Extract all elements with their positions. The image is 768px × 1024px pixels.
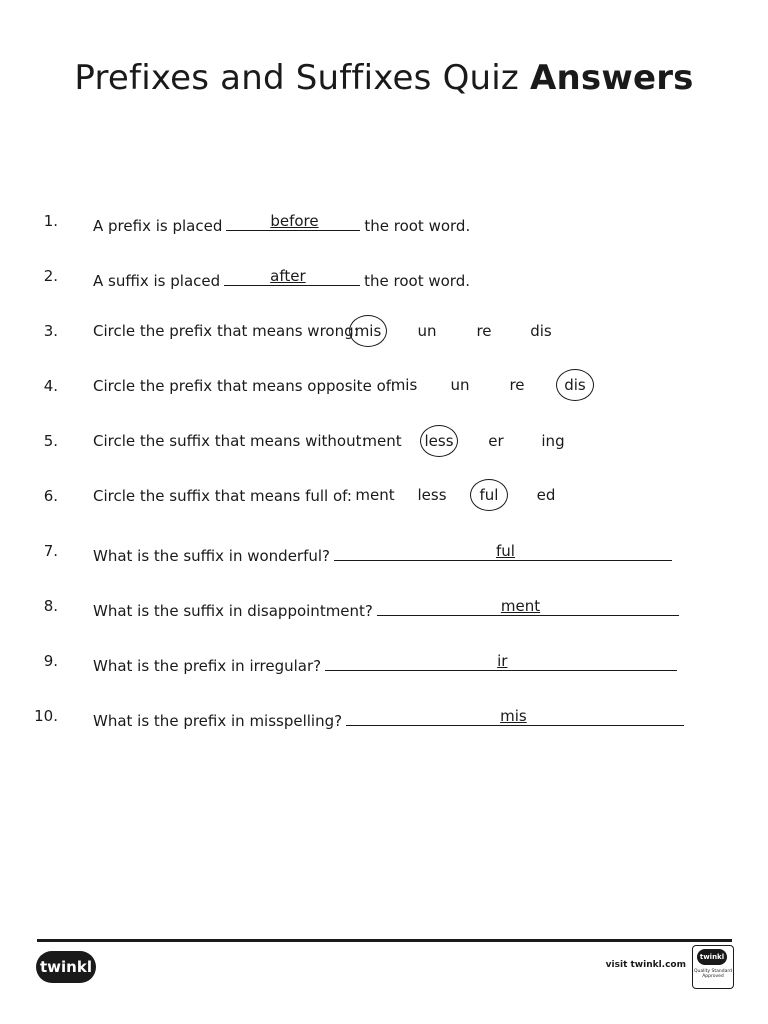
- answer-text: before: [270, 212, 319, 230]
- option: mis: [390, 376, 418, 394]
- question-text: What is the prefix in irregular?: [93, 657, 322, 675]
- visit-link[interactable]: visit twinkl.com: [605, 960, 686, 970]
- answer-text: after: [270, 267, 306, 285]
- option-circled: dis: [556, 369, 594, 401]
- question-text-end: the root word.: [364, 217, 471, 235]
- answer-blank: [377, 597, 679, 616]
- answer-text: ment: [500, 597, 541, 615]
- question-number: 4.: [43, 377, 58, 395]
- answer-blank: [346, 707, 684, 726]
- question-number: 5.: [43, 432, 58, 450]
- option: less: [417, 486, 447, 504]
- option-circled: mis: [349, 315, 387, 347]
- answer-text: ir: [497, 652, 508, 670]
- question-text: A suffix is placed: [93, 272, 221, 290]
- question-number: 10.: [34, 707, 58, 725]
- question-7: [93, 542, 676, 565]
- option: ed: [536, 486, 556, 504]
- question-1: [93, 212, 470, 235]
- option: dis: [530, 322, 552, 340]
- option-circled: less: [420, 425, 458, 457]
- question-10: [93, 707, 688, 730]
- badge-text: Quality Standard Approved: [694, 969, 732, 979]
- question-number: 7.: [43, 542, 58, 560]
- question-number: 6.: [43, 487, 58, 505]
- question-text: What is the suffix in wonderful?: [93, 547, 331, 565]
- question-4: [93, 377, 396, 395]
- question-6: [93, 487, 352, 505]
- question-number: 3.: [43, 322, 58, 340]
- question-text: What is the suffix in disappointment?: [93, 602, 373, 620]
- option: ing: [541, 432, 565, 450]
- question-text: Circle the suffix that means full of:: [93, 487, 352, 505]
- title-emphasis: Answers: [529, 58, 694, 98]
- question-text: Circle the prefix that means opposite of:: [93, 377, 396, 395]
- answer-blank: [224, 267, 360, 286]
- option: er: [488, 432, 504, 450]
- question-number: 1.: [43, 212, 58, 230]
- question-8: [93, 597, 683, 620]
- question-2: [93, 267, 470, 290]
- question-text: A prefix is placed: [93, 217, 223, 235]
- option: re: [509, 376, 525, 394]
- answer-text: ful: [496, 542, 515, 560]
- question-text: Circle the prefix that means wrong:: [93, 322, 359, 340]
- question-3: [93, 322, 359, 340]
- twinkl-logo: twinkl: [36, 951, 96, 983]
- answer-text: mis: [500, 707, 527, 725]
- title-main: Prefixes and Suffixes Quiz: [74, 58, 519, 98]
- answer-blank: [226, 212, 360, 231]
- option-circled: ful: [470, 479, 508, 511]
- option: re: [476, 322, 492, 340]
- question-number: 8.: [43, 597, 58, 615]
- question-number: 9.: [43, 652, 58, 670]
- question-text: What is the prefix in misspelling?: [93, 712, 343, 730]
- quality-badge: [692, 945, 734, 989]
- question-number: 2.: [43, 267, 58, 285]
- page-title: [0, 58, 768, 98]
- question-9: [93, 652, 681, 675]
- footer-divider: [37, 939, 732, 942]
- question-text-end: the root word.: [364, 272, 471, 290]
- question-5: [93, 432, 367, 450]
- option: un: [417, 322, 437, 340]
- badge-logo: twinkl: [697, 949, 727, 965]
- answer-blank: [334, 542, 672, 561]
- answer-blank: [325, 652, 677, 671]
- option: un: [450, 376, 470, 394]
- option: ment: [362, 432, 402, 450]
- question-text: Circle the suffix that means without:: [93, 432, 367, 450]
- option: ment: [355, 486, 395, 504]
